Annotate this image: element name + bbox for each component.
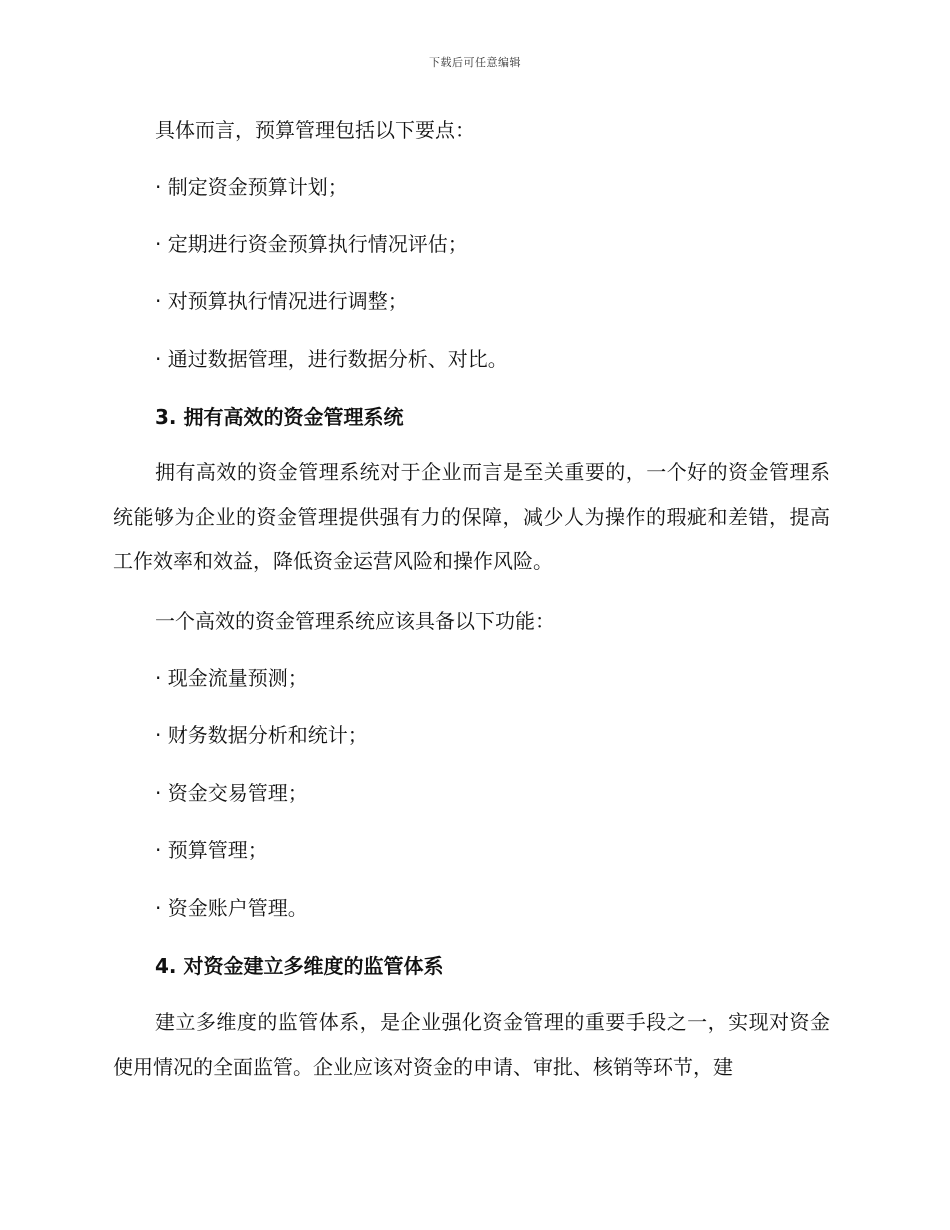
system-bullet-3: · 资金交易管理； bbox=[155, 781, 308, 805]
section-4-heading: 4. 对资金建立多维度的监管体系 bbox=[155, 954, 444, 978]
budget-intro: 具体而言，预算管理包括以下要点： bbox=[155, 118, 475, 142]
budget-bullet-4: · 通过数据管理，进行数据分析、对比。 bbox=[155, 347, 508, 371]
system-bullet-5: · 资金账户管理。 bbox=[155, 896, 308, 920]
system-bullet-2: · 财务数据分析和统计； bbox=[155, 723, 368, 747]
section-3-heading: 3. 拥有高效的资金管理系统 bbox=[155, 405, 404, 429]
system-bullet-1: · 现金流量预测； bbox=[155, 666, 308, 690]
system-bullet-4: · 预算管理； bbox=[155, 838, 268, 862]
section-4-paragraph: 建立多维度的监管体系，是企业强化资金管理的重要手段之一，实现对资金使用情况的全面监管。企业应该对资金的申请、审批、核销等环节，建 bbox=[113, 1010, 830, 1079]
section-3-intro: 一个高效的资金管理系统应该具备以下功能： bbox=[155, 609, 555, 633]
budget-bullet-3: · 对预算执行情况进行调整； bbox=[155, 289, 408, 313]
section-3-paragraph: 拥有高效的资金管理系统对于企业而言是至关重要的，一个好的资金管理系统能够为企业的资金管理提供强有力的保障，减少人为操作的瑕疵和差错，提高工作效率和效益，降低资金运营风险和操作风险。 bbox=[113, 460, 830, 574]
budget-bullet-1: · 制定资金预算计划； bbox=[155, 175, 348, 199]
page-header: 下载后可任意编辑 bbox=[429, 56, 521, 69]
budget-bullet-2: · 定期进行资金预算执行情况评估； bbox=[155, 232, 468, 256]
